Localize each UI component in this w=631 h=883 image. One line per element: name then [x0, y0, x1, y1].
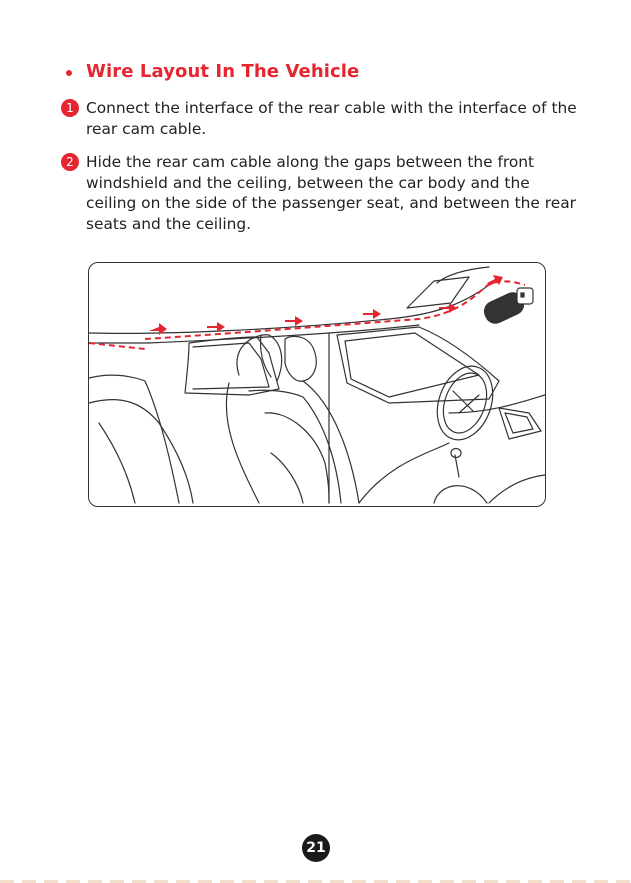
section-heading — [66, 61, 359, 82]
step-text: Connect the interface of the rear cable with the interface of the rear cam cable. — [86, 99, 577, 138]
step-2 — [61, 152, 581, 234]
section-title: Wire Layout In The Vehicle — [86, 61, 360, 82]
step-number-badge: 1 — [61, 99, 79, 117]
step-number-badge: 2 — [61, 153, 79, 171]
step-text: Hide the rear cam cable along the gaps between the front windshield and the ceiling, between the car body and the ceiling on the side of the passenger seat, and between the rear seats and the ceiling. — [86, 153, 577, 233]
page-number-badge: 21 — [302, 834, 330, 862]
bullet-icon — [66, 70, 72, 76]
step-1 — [61, 98, 581, 139]
vehicle-wiring-illustration — [88, 262, 546, 507]
